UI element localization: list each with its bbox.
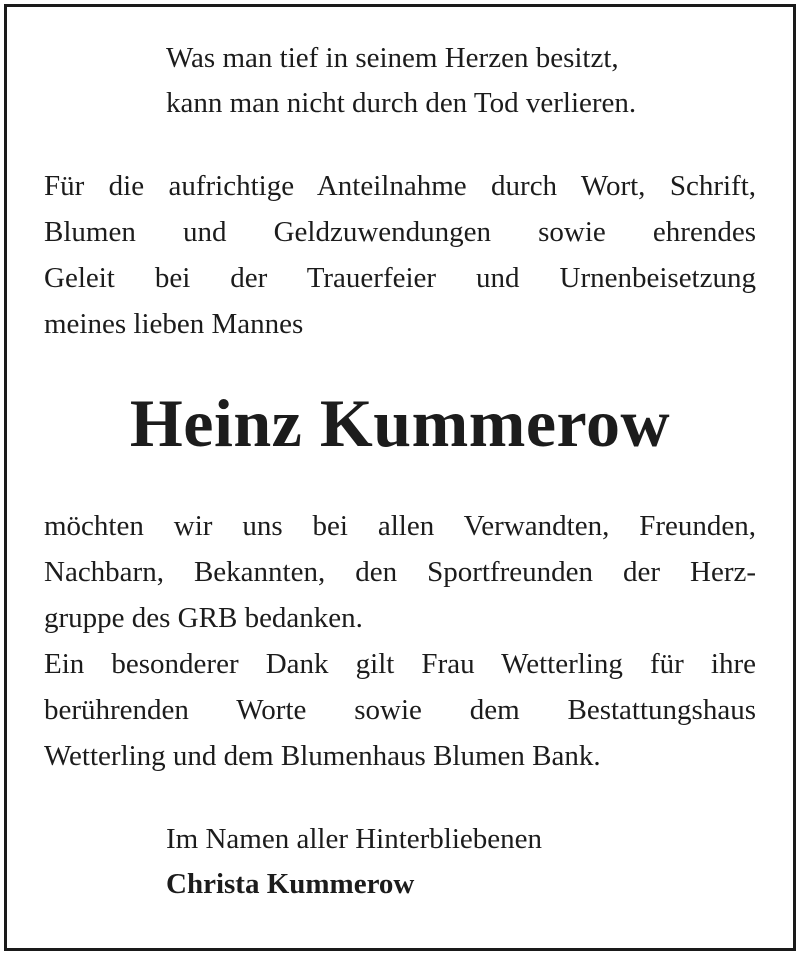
closing-line: berührenden Worte sowie dem Bestattungshaus <box>44 694 756 726</box>
thanks-line: Blumen und Geldzuwendungen sowie ehrendes <box>44 216 756 248</box>
closing-paragraph <box>44 503 756 779</box>
motto-line: kann man nicht durch den Tod verlieren. <box>166 87 637 119</box>
signoff-intro: Im Namen aller Hinterbliebenen <box>166 823 543 855</box>
signoff-block <box>166 817 542 907</box>
closing-line: Wetterling und dem Blumenhaus Blumen Bank. <box>44 740 601 772</box>
thanks-line: meines lieben Mannes <box>44 308 304 340</box>
closing-line: gruppe des GRB bedanken. <box>44 602 363 634</box>
motto-line: Was man tief in seinem Herzen besitzt, <box>166 42 619 74</box>
signoff-name: Christa Kummerow <box>166 868 415 900</box>
thanks-paragraph <box>44 163 756 347</box>
closing-line: möchten wir uns bei allen Verwandten, Freunden, <box>44 510 756 542</box>
closing-line: Nachbarn, Bekannten, den Sportfreunden der Herz- <box>44 556 756 588</box>
closing-line: Ein besonderer Dank gilt Frau Wetterling für ihre <box>44 648 756 680</box>
notice-border <box>4 4 796 951</box>
thanks-line: Geleit bei der Trauerfeier und Urnenbeisetzung <box>44 262 756 294</box>
deceased-name: Heinz Kummerow <box>129 385 671 461</box>
thanks-line: Für die aufrichtige Anteilnahme durch Wort, Schrift, <box>44 170 756 202</box>
motto-quote <box>166 36 636 126</box>
